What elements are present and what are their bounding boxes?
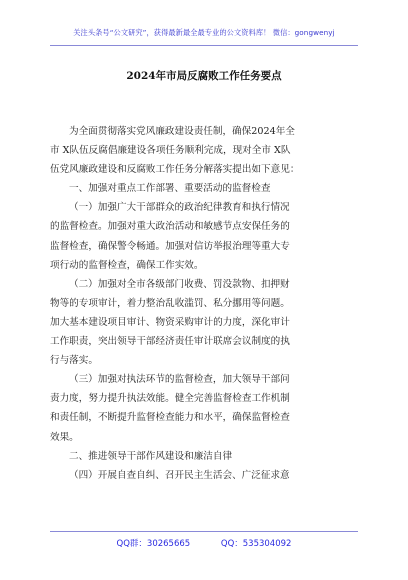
- body-line: 一、加强对重点工作部署、重要活动的监督检查: [69, 183, 271, 195]
- document-title: 2024年市局反腐败工作任务要点: [126, 70, 282, 82]
- header-banner: 关注头条号“公文研究”，获得最新最全最专业的公文资料库！ 微信：gongwenyj: [73, 28, 335, 37]
- body-line: 的监督检查。加强对重大政治活动和敏感节点安保任务的: [50, 221, 290, 233]
- footer: [0, 537, 408, 549]
- body-line: 物等的专项审计，着力整治乱收滥罚、私分挪用等问题。: [50, 297, 290, 309]
- body-line: （二）加强对全市各级部门收费、罚没款物、扣押财: [69, 278, 290, 290]
- body-line: 伍党风廉政建设和反腐败工作任务分解落实提出如下意见：: [50, 164, 300, 176]
- body-line: （一）加强广大干部群众的政治纪律教育和执行情况: [69, 202, 290, 214]
- body-line: 项行动的监督检查，确保工作实效。: [50, 259, 204, 271]
- document-body: [50, 122, 356, 485]
- body-line: 和责任制，不断提升监督检查能力和水平，确保监督检查: [50, 412, 290, 424]
- body-line: （三）加强对执法环节的监督检查，加大领导干部问: [69, 374, 290, 386]
- body-line: 市 X队伍反腐倡廉建设各项任务顺利完成，现对全市 X队: [50, 145, 291, 157]
- body-line: 行与落实。: [50, 355, 98, 367]
- body-line: 效果。: [50, 431, 79, 443]
- body-line: 加大基本建设项目审计、物资采购审计的力度，深化审计: [50, 316, 290, 328]
- footer-divider: [50, 531, 358, 532]
- body-line: 工作职责，突出领导干部经济责任审计联席会议制度的执: [50, 336, 290, 348]
- body-line: （四）开展自查自纠、召开民主生活会、广泛征求意: [69, 469, 290, 481]
- body-line: 责力度，努力提升执法效能。健全完善监督检查工作机制: [50, 393, 290, 405]
- body-line: 为全面贯彻落实党风廉政建设责任制，确保2024年全: [69, 126, 295, 137]
- body-line: 二、推进领导干部作风建设和廉洁自律: [69, 450, 233, 462]
- header-divider: [50, 45, 358, 46]
- footer-qq-group: QQ群：30265665: [116, 539, 191, 549]
- body-line: 监督检查，确保警令畅通。加强对信访举报治理等重大专: [50, 240, 290, 252]
- footer-qq-contact: QQ：535304092: [220, 539, 292, 549]
